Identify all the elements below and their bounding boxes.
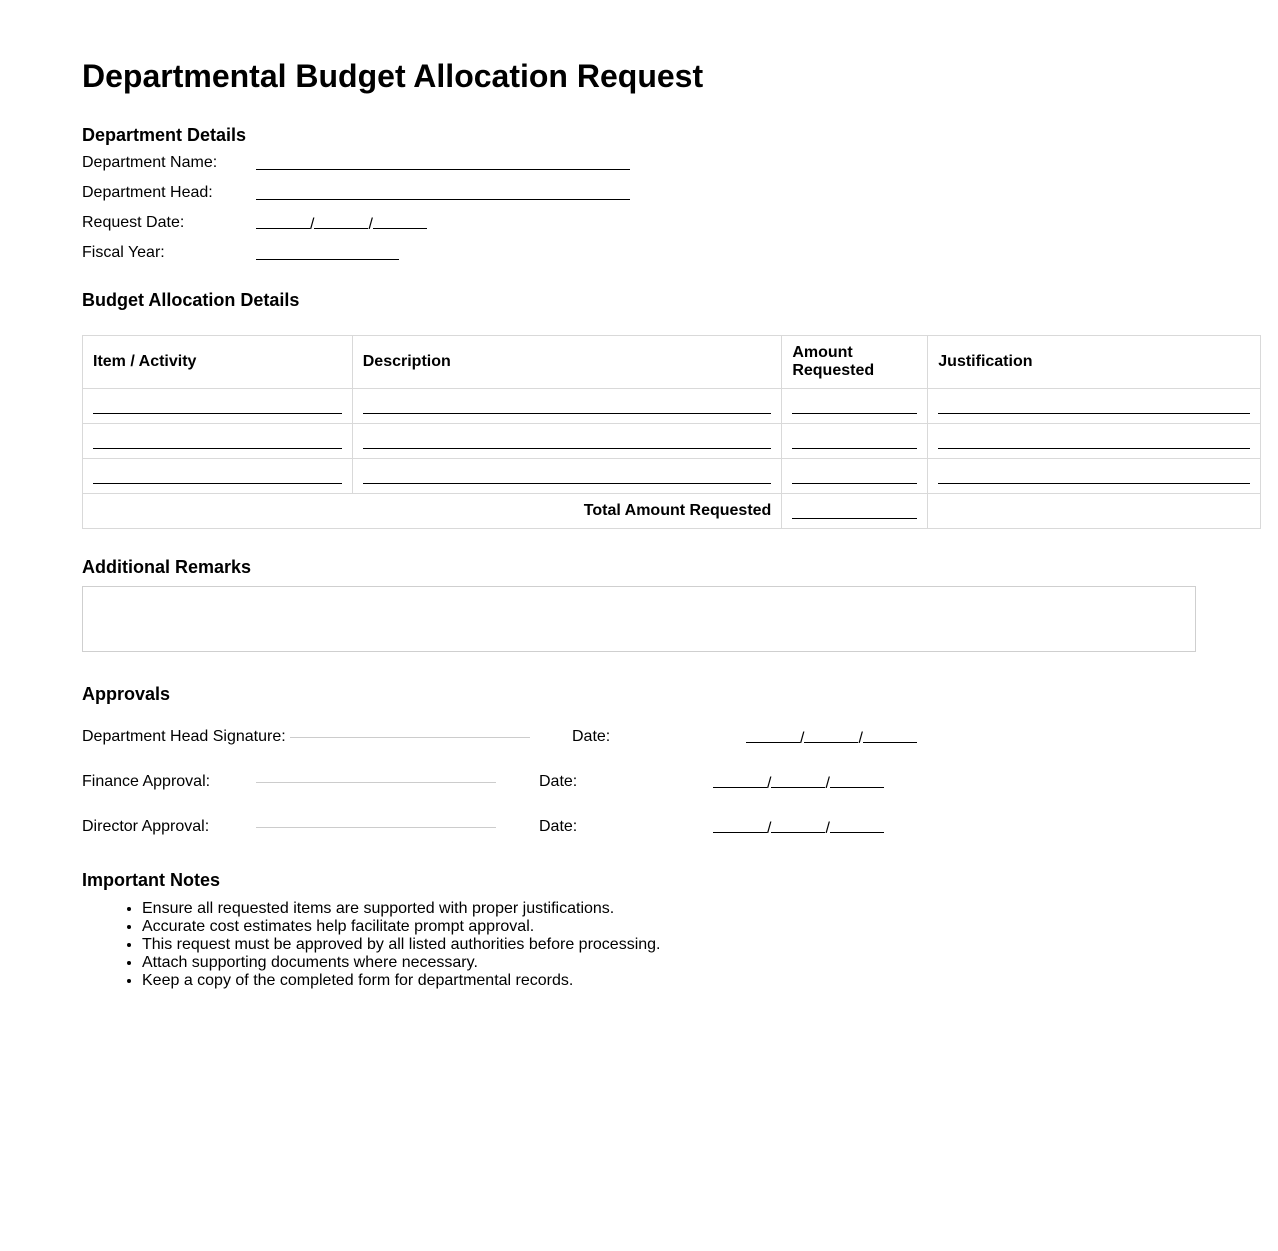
total-amount-label: Total Amount Requested xyxy=(83,494,782,529)
item-cell[interactable] xyxy=(83,459,353,494)
finance-approval-label: Finance Approval: xyxy=(82,773,211,790)
list-item: • Attach supporting documents where necessary. xyxy=(142,954,661,972)
department-name-row xyxy=(82,154,642,178)
department-head-label: Department Head: xyxy=(82,184,213,201)
director-approval-label: Director Approval: xyxy=(82,818,210,835)
finance-approval-row xyxy=(82,773,1082,795)
finance-date-label: Date: xyxy=(539,773,578,790)
page-title: Departmental Budget Allocation Request xyxy=(82,58,704,94)
department-name-field[interactable] xyxy=(256,169,630,170)
justification-cell[interactable] xyxy=(928,389,1261,424)
department-details-heading: Department Details xyxy=(82,125,247,145)
fiscal-year-label: Fiscal Year: xyxy=(82,244,165,261)
item-cell[interactable] xyxy=(83,389,353,424)
budget-table xyxy=(82,335,1261,529)
justification-cell[interactable] xyxy=(928,424,1261,459)
department-name-label: Department Name: xyxy=(82,154,218,171)
table-row xyxy=(83,424,1261,459)
budget-details-heading: Budget Allocation Details xyxy=(82,290,300,310)
finance-date-field[interactable]: / / xyxy=(713,773,884,793)
department-head-signature-field[interactable] xyxy=(290,737,530,738)
table-header-row xyxy=(83,336,1261,389)
department-head-date-label: Date: xyxy=(572,728,611,745)
request-date-label: Request Date: xyxy=(82,214,185,231)
approvals-heading: Approvals xyxy=(82,684,171,704)
column-header-item: Item / Activity xyxy=(83,336,353,389)
director-date-label: Date: xyxy=(539,818,578,835)
column-header-justification: Justification xyxy=(928,336,1261,389)
list-item: • Accurate cost estimates help facilitate prompt approval. xyxy=(142,918,661,936)
request-date-field[interactable]: / / xyxy=(256,214,427,234)
department-head-approval-row xyxy=(82,728,1082,750)
column-header-amount: Amount Requested xyxy=(782,336,928,389)
list-item: • This request must be approved by all listed authorities before processing. xyxy=(142,936,661,954)
director-approval-signature-field[interactable] xyxy=(256,827,496,828)
additional-remarks-heading: Additional Remarks xyxy=(82,557,252,577)
table-row xyxy=(83,389,1261,424)
list-item: • Keep a copy of the completed form for departmental records. xyxy=(142,972,661,990)
fiscal-year-field[interactable] xyxy=(256,259,399,260)
important-notes-list xyxy=(82,900,661,990)
amount-cell[interactable] xyxy=(782,424,928,459)
fiscal-year-row xyxy=(82,244,642,268)
total-row-spacer xyxy=(928,494,1261,529)
department-head-field[interactable] xyxy=(256,199,630,200)
director-date-field[interactable]: / / xyxy=(713,818,884,838)
department-head-date-field[interactable]: / / xyxy=(746,728,917,748)
item-cell[interactable] xyxy=(83,424,353,459)
total-amount-cell[interactable] xyxy=(782,494,928,529)
additional-remarks-textarea[interactable] xyxy=(82,586,1196,652)
amount-cell[interactable] xyxy=(782,459,928,494)
amount-cell[interactable] xyxy=(782,389,928,424)
department-head-signature-label: Department Head Signature: xyxy=(82,728,286,745)
column-header-description: Description xyxy=(352,336,782,389)
description-cell[interactable] xyxy=(352,424,782,459)
table-row xyxy=(83,459,1261,494)
justification-cell[interactable] xyxy=(928,459,1261,494)
list-item: • Ensure all requested items are supported with proper justifications. xyxy=(142,900,661,918)
request-date-row xyxy=(82,214,642,238)
finance-approval-signature-field[interactable] xyxy=(256,782,496,783)
description-cell[interactable] xyxy=(352,459,782,494)
important-notes-heading: Important Notes xyxy=(82,870,221,890)
total-row xyxy=(83,494,1261,529)
department-head-row xyxy=(82,184,642,208)
director-approval-row xyxy=(82,818,1082,840)
description-cell[interactable] xyxy=(352,389,782,424)
